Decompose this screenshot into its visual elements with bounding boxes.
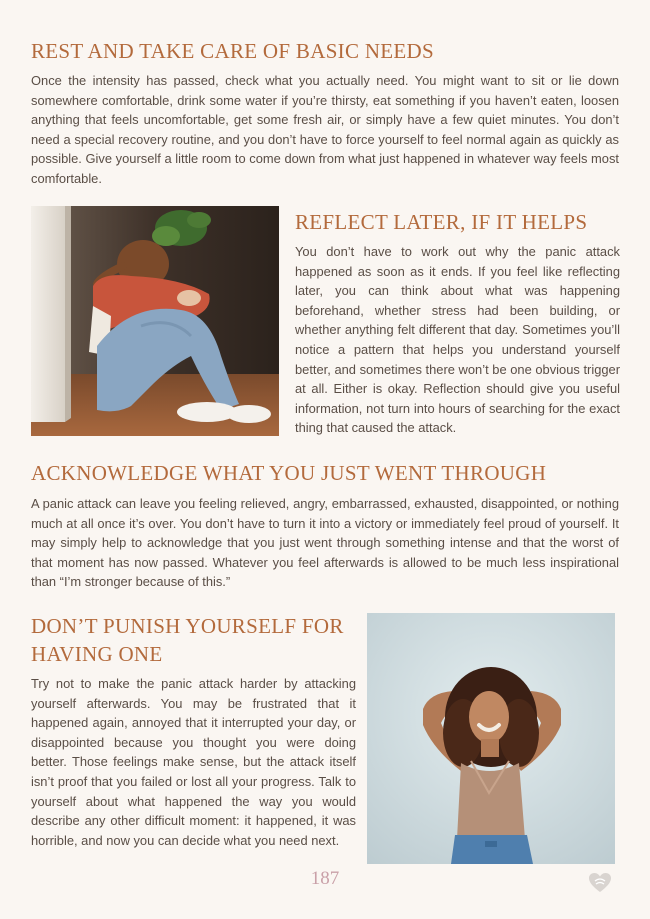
photo-person-sitting-head-down bbox=[31, 206, 279, 436]
heading-acknowledge: ACKNOWLEDGE WHAT YOU JUST WENT THROUGH bbox=[31, 461, 547, 485]
body-dont-punish: Try not to make the panic attack harder by attacking yourself afterwards. You may be frustrated that it happened again, annoyed that it interrupted your day, or disappointed because you thought you were doing better. Those feelings make sense, but the attack itself isn’t proof that you failed or lost all your progress. Talk to yourself about what happened the way you would describe any other difficult moment: it happened, it was horrible, and now you can decide what you need next. bbox=[31, 676, 356, 848]
body-reflect-later: You don’t have to work out why the panic attack happened as soon as it ends. If you feel like reflecting later, you can think about what was happening beforehand, whether stress had been building, or whether anything felt different that day. Sometimes you’ll notice a pattern that helps you understand yourself better, and sometimes there won’t be one obvious trigger at all. Either is okay. Reflection should give you useful information, not turn into hours of searching for the exact thing that caused the attack. bbox=[295, 244, 620, 436]
page-number: 187 bbox=[310, 868, 340, 889]
body-rest-basic-needs: Once the intensity has passed, check what you actually need. You might want to sit or lie down somewhere comfortable, drink some water if you’re thirsty, eat something if you haven’t eaten, loosen anything that feels uncomfortable, get some fresh air, or simply have a few quiet minutes. You don’t need a special recovery routine, and you don’t have to force yourself to feel normal again as quickly as possible. Give yourself a little room to come down from what just happened in whatever way feels most comfortable. bbox=[31, 73, 619, 186]
heading-rest-basic-needs: REST AND TAKE CARE OF BASIC NEEDS bbox=[31, 39, 434, 63]
heart-logo-icon bbox=[588, 872, 612, 894]
heading-dont-punish: DON’T PUNISH YOURSELF FOR HAVING ONE bbox=[31, 614, 344, 666]
body-acknowledge: A panic attack can leave you feeling relieved, angry, embarrassed, exhausted, disappointed, or nothing much at all once it’s over. You don’t have to turn it into a victory or immediately feel proud of yourself. It may simply help to acknowledge that you just went through something intense and that the worst of that moment has now passed. Whatever you feel afterwards is allowed to be much less inspirational than “I’m stronger because of this.” bbox=[31, 496, 619, 590]
heading-reflect-later: REFLECT LATER, IF IT HELPS bbox=[295, 210, 588, 234]
photo-woman-smiling-curly-hair bbox=[367, 613, 615, 864]
